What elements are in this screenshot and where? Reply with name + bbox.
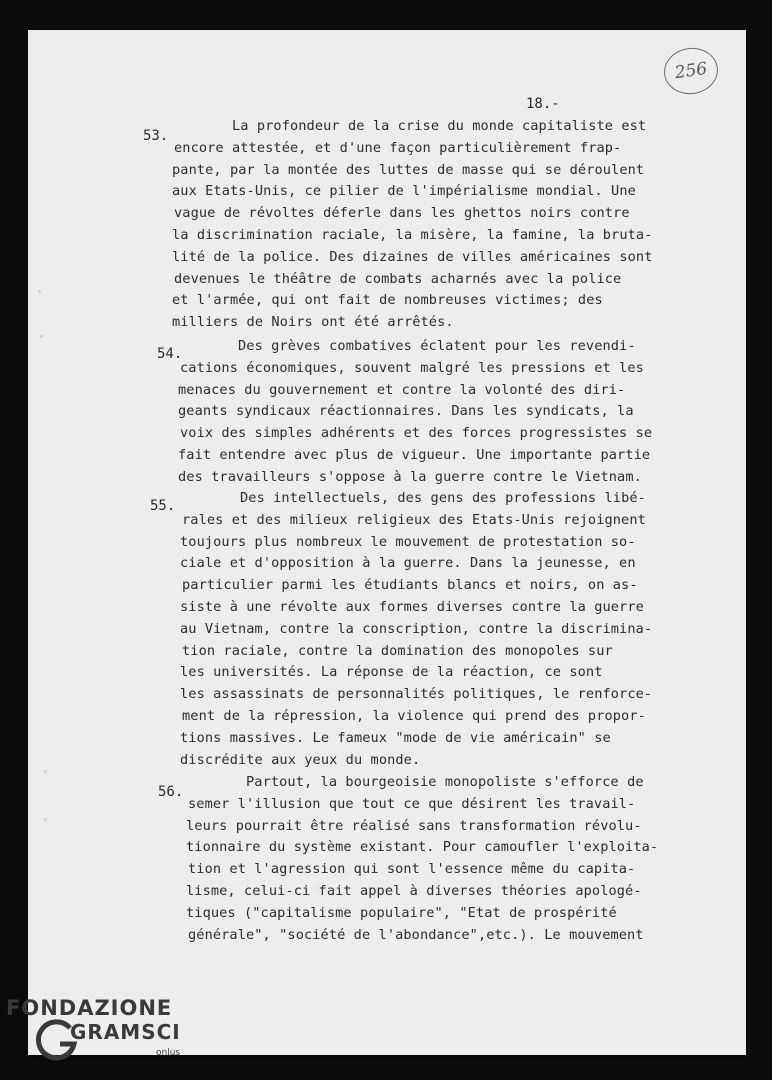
paragraph-line: Partout, la bourgeoisie monopoliste s'efforce de [246, 774, 644, 790]
paragraph-line: voix des simples adhérents et des forces progressistes se [180, 425, 653, 442]
paragraph-line: et l'armée, qui ont fait de nombreuses victimes; des [172, 292, 603, 309]
paragraph-number: 56. [158, 784, 184, 800]
paragraph-line: geants syndicaux réactionnaires. Dans les syndicats, la [178, 403, 634, 420]
paragraph-line: tion et l'agression qui sont l'essence même du capita- [188, 861, 636, 878]
watermark-line2: GRAMSCI [70, 1020, 181, 1044]
margin-speck [38, 290, 41, 293]
paragraph-line: ment de la répression, la violence qui prend des propor- [182, 708, 646, 724]
paragraph-line: la discrimination raciale, la misère, la famine, la bruta- [172, 227, 653, 243]
paragraph-line: vague de révoltes déferle dans les ghettos noirs contre [174, 205, 630, 222]
paragraph-line: menaces du gouvernement et contre la volonté des diri- [178, 381, 626, 398]
paragraph-line: tions massives. Le fameux "mode de vie américain" se [180, 729, 611, 746]
page-number: 18.- [526, 96, 560, 112]
paragraph-line: milliers de Noirs ont été arrêtés. [172, 314, 454, 331]
paragraph-line: semer l'illusion que tout ce que désirent les travail- [188, 795, 636, 812]
paragraph-line: les universités. La réponse de la réaction, ce sont [180, 664, 603, 681]
paragraph-line: cations économiques, souvent malgré les pressions et les [180, 359, 644, 376]
paragraph-line: fait entendre avec plus de vigueur. Une importante partie [178, 447, 651, 463]
paragraph-line: au Vietnam, contre la conscription, contre la discrimina- [180, 620, 653, 637]
paragraph-line: générale", "société de l'abondance",etc.). Le mouvement [188, 926, 644, 943]
paragraph-line: tiques ("capitalisme populaire", "Etat de prospérité [186, 904, 617, 921]
paragraph-line: encore attestée, et d'une façon particulièrement frap- [174, 139, 622, 156]
paragraph-line: lité de la police. Des dizaines de villes américaines sont [172, 248, 653, 265]
paragraph-line: des travailleurs s'oppose à la guerre contre le Vietnam. [178, 468, 642, 485]
paragraph-line: lisme, celui-ci fait appel à diverses théories apologé- [186, 883, 642, 899]
margin-speck [44, 818, 47, 821]
paragraph-line: discrédite aux yeux du monde. [180, 751, 421, 768]
paragraph-line: siste à une révolte aux formes diverses contre la guerre [180, 599, 644, 615]
paragraph-line: pante, par la montée des luttes de masse qui se déroulent [172, 161, 645, 178]
paragraph-line: rales et des milieux religieux des Etats-Unis rejoignent [182, 511, 646, 528]
paragraph-line: La profondeur de la crise du monde capitaliste est [232, 118, 647, 134]
paragraph-line: particulier parmi les étudiants blancs et noirs, on as- [182, 577, 638, 594]
paragraph-line: les assassinats de personnalités politiques, le renforce- [180, 686, 653, 703]
paragraph-number: 54. [157, 346, 183, 362]
paragraph-line: tionnaire du système existant. Pour camoufler l'exploita- [186, 839, 659, 856]
watermark-line1: FONDAZIONE [6, 996, 173, 1020]
paragraph-line: tion raciale, contre la domination des monopoles sur [182, 642, 613, 659]
paragraph-line: Des grèves combatives éclatent pour les revendi- [238, 338, 636, 354]
paragraph-line: leurs pourrait être réalisé sans transformation révolu- [186, 817, 642, 834]
paragraph-line: Des intellectuels, des gens des professions libé- [240, 490, 646, 506]
watermark-line3: onlus [156, 1048, 181, 1058]
paragraph-line: toujours plus nombreux le mouvement de protestation so- [180, 533, 636, 550]
paragraph-line: aux Etats-Unis, ce pilier de l'impérialisme mondial. Une [172, 183, 636, 200]
margin-speck [44, 770, 47, 773]
paragraph-line: devenues le théâtre de combats acharnés avec la police [174, 270, 622, 287]
margin-speck [40, 335, 43, 338]
paragraph-number: 53. [143, 128, 169, 144]
folio-number: 256 [673, 58, 709, 84]
paragraph-number: 55. [150, 498, 176, 514]
paragraph-line: ciale et d'opposition à la guerre. Dans la jeunesse, en [180, 555, 636, 572]
